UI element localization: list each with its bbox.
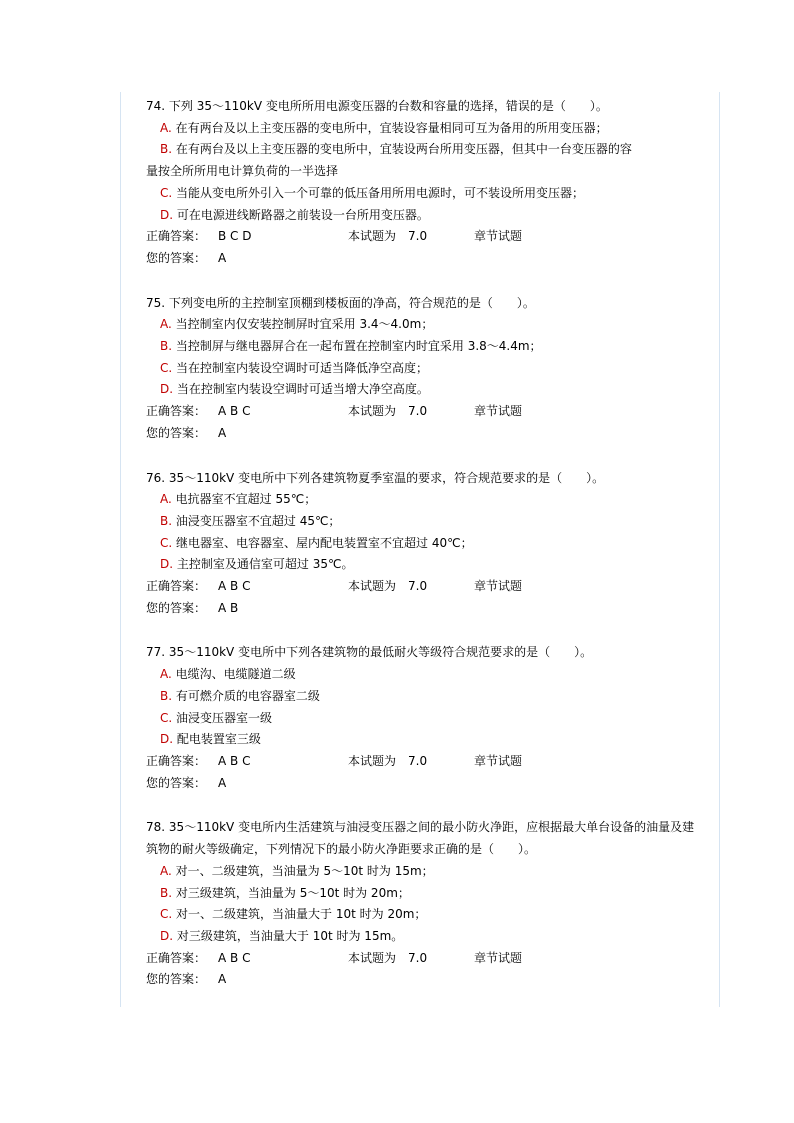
- question-number: 75.: [146, 295, 166, 310]
- correct-answer-label: 正确答案：: [146, 753, 207, 768]
- option-a: [146, 489, 706, 511]
- question-list: [146, 96, 706, 1014]
- option-c: [146, 708, 706, 730]
- option-text: 在有两台及以上主变压器的变电所中，宜装设容量相同可互为备用的所用变压器；: [175, 120, 608, 135]
- question-stem: [146, 817, 706, 860]
- option-text: 当在控制室内装设空调时可适当降低净空高度；: [176, 360, 429, 375]
- option-letter: B.: [160, 142, 173, 157]
- correct-answer-value: A B C: [218, 950, 251, 965]
- option-b: [146, 686, 706, 708]
- option-text: 当控制室内仅安装控制屏时宜采用 3.4～4.0m；: [175, 317, 434, 332]
- question-text: 下列 35～110kV 变电所所用电源变压器的台数和容量的选择，错误的是（ ）。: [168, 99, 608, 113]
- chapter-text: 章节试题: [474, 753, 523, 768]
- option-text: 继电器室、电容器室、屋内配电装置室不宜超过 40℃；: [176, 535, 473, 550]
- question-75: [146, 293, 706, 445]
- option-text: 当控制屏与继电器屏合在一起布置在控制室内时宜采用 3.8～4.4m；: [175, 339, 542, 354]
- option-text: 可在电源进线断路器之前装设一台所用变压器。: [176, 207, 429, 222]
- your-answer-label: 您的答案：: [146, 600, 207, 615]
- score-text: 本试题为 7.0: [348, 753, 428, 768]
- question-number: 76.: [146, 470, 166, 485]
- correct-answer-value: A B C: [218, 404, 251, 419]
- option-text: 电缆沟、电缆隧道二级: [175, 667, 296, 682]
- option-letter: A.: [160, 667, 172, 682]
- correct-answer-label: 正确答案：: [146, 404, 207, 419]
- answer-row: [146, 401, 706, 423]
- score-text: 本试题为 7.0: [348, 229, 428, 244]
- option-text: 油浸变压器室不宜超过 45℃；: [175, 513, 341, 528]
- option-letter: A.: [160, 317, 172, 332]
- your-answer-row: [146, 248, 706, 270]
- option-text: 在有两台及以上主变压器的变电所中，宜装设两台所用变压器，但其中一台变压器的容: [175, 142, 632, 157]
- option-text: 有可燃介质的电容器室二级: [175, 688, 320, 703]
- answer-row: [146, 948, 706, 970]
- option-text: 当在控制室内装设空调时可适当增大净空高度。: [176, 382, 429, 397]
- question-text: 35～110kV 变电所中下列各建筑物夏季室温的要求，符合规范要求的是（ ）。: [168, 470, 605, 485]
- option-d: [146, 729, 706, 751]
- option-d: [146, 926, 706, 948]
- option-letter: A.: [160, 120, 172, 135]
- your-answer-label: 您的答案：: [146, 775, 207, 790]
- option-text: 对三级建筑，当油量大于 10t 时为 15m。: [176, 928, 404, 943]
- option-text: 当能从变电所外引入一个可靠的低压备用所用电源时，可不装设所用变压器；: [176, 185, 585, 200]
- option-text: 对一、二级建筑，当油量为 5～10t 时为 15m；: [175, 863, 434, 878]
- your-answer-row: [146, 969, 706, 991]
- your-answer-row: [146, 598, 706, 620]
- option-letter: D.: [160, 928, 174, 943]
- question-number: 77.: [146, 645, 166, 660]
- chapter-text: 章节试题: [474, 950, 523, 965]
- option-a: [146, 314, 706, 336]
- option-text: 量按全所所用电计算负荷的一半选择: [146, 164, 339, 179]
- option-letter: C.: [160, 360, 173, 375]
- correct-answer-label: 正确答案：: [146, 229, 207, 244]
- option-text: 对三级建筑，当油量为 5～10t 时为 20m；: [175, 885, 410, 900]
- question-76: [146, 468, 706, 620]
- option-a: [146, 118, 706, 140]
- option-text: 配电装置室三级: [176, 732, 261, 747]
- option-letter: C.: [160, 710, 173, 725]
- option-letter: D.: [160, 382, 174, 397]
- option-b-continuation: [146, 161, 706, 183]
- correct-answer-value: A B C: [218, 579, 251, 594]
- option-c: [146, 904, 706, 926]
- answer-row: [146, 751, 706, 773]
- question-stem: [146, 468, 706, 490]
- option-text: 主控制室及通信室可超过 35℃。: [176, 557, 354, 572]
- correct-answer-label: 正确答案：: [146, 579, 207, 594]
- your-answer-label: 您的答案：: [146, 972, 207, 987]
- question-text: 下列变电所的主控制室顶棚到楼板面的净高，符合规范的是（ ）。: [168, 295, 535, 310]
- option-d: [146, 554, 706, 576]
- chapter-text: 章节试题: [474, 229, 523, 244]
- option-letter: B.: [160, 339, 173, 354]
- option-c: [146, 183, 706, 205]
- question-stem: [146, 642, 706, 664]
- correct-answer-value: B C D: [218, 229, 252, 244]
- question-stem: [146, 293, 706, 315]
- option-letter: A.: [160, 863, 172, 878]
- question-78: [146, 817, 706, 991]
- correct-answer-label: 正确答案：: [146, 950, 207, 965]
- question-number: 78.: [146, 820, 166, 835]
- chapter-text: 章节试题: [474, 404, 523, 419]
- your-answer-row: [146, 423, 706, 445]
- question-77: [146, 642, 706, 794]
- score-text: 本试题为 7.0: [348, 579, 428, 594]
- score-text: 本试题为 7.0: [348, 404, 428, 419]
- your-answer-label: 您的答案：: [146, 250, 207, 265]
- question-74: [146, 96, 706, 270]
- option-letter: B.: [160, 688, 173, 703]
- option-text: 油浸变压器室一级: [176, 710, 273, 725]
- option-letter: A.: [160, 492, 172, 507]
- your-answer-value: A B: [218, 600, 239, 615]
- answer-row: [146, 576, 706, 598]
- option-letter: B.: [160, 885, 173, 900]
- question-text: 35～110kV 变电所中下列各建筑物的最低耐火等级符合规范要求的是（ ）。: [168, 645, 593, 660]
- option-letter: D.: [160, 557, 174, 572]
- option-a: [146, 664, 706, 686]
- option-letter: D.: [160, 207, 174, 222]
- option-d: [146, 379, 706, 401]
- option-b: [146, 511, 706, 533]
- your-answer-value: A: [218, 425, 227, 440]
- your-answer-value: A: [218, 250, 227, 265]
- option-letter: D.: [160, 732, 174, 747]
- option-b: [146, 883, 706, 905]
- question-number: 74.: [146, 99, 166, 113]
- answer-row: [146, 226, 706, 248]
- option-d: [146, 205, 706, 227]
- question-text: 35～110kV 变电所内生活建筑与油浸变压器之间的最小防火净距，应根据最大单台设备的油量及建筑物的耐火等级确定，下列情况下的最小防火净距要求正确的是（ ）。: [146, 820, 695, 857]
- correct-answer-value: A B C: [218, 753, 251, 768]
- option-b: [146, 336, 706, 358]
- your-answer-label: 您的答案：: [146, 425, 207, 440]
- option-b: [146, 139, 706, 161]
- your-answer-row: [146, 773, 706, 795]
- option-text: 对一、二级建筑，当油量大于 10t 时为 20m；: [176, 907, 427, 922]
- option-letter: C.: [160, 185, 173, 200]
- score-text: 本试题为 7.0: [348, 950, 428, 965]
- option-letter: C.: [160, 535, 173, 550]
- option-a: [146, 861, 706, 883]
- your-answer-value: A: [218, 972, 227, 987]
- chapter-text: 章节试题: [474, 579, 523, 594]
- option-c: [146, 358, 706, 380]
- question-stem: [146, 96, 706, 118]
- option-c: [146, 533, 706, 555]
- your-answer-value: A: [218, 775, 227, 790]
- option-text: 电抗器室不宜超过 55℃；: [175, 492, 317, 507]
- option-letter: B.: [160, 513, 173, 528]
- option-letter: C.: [160, 907, 173, 922]
